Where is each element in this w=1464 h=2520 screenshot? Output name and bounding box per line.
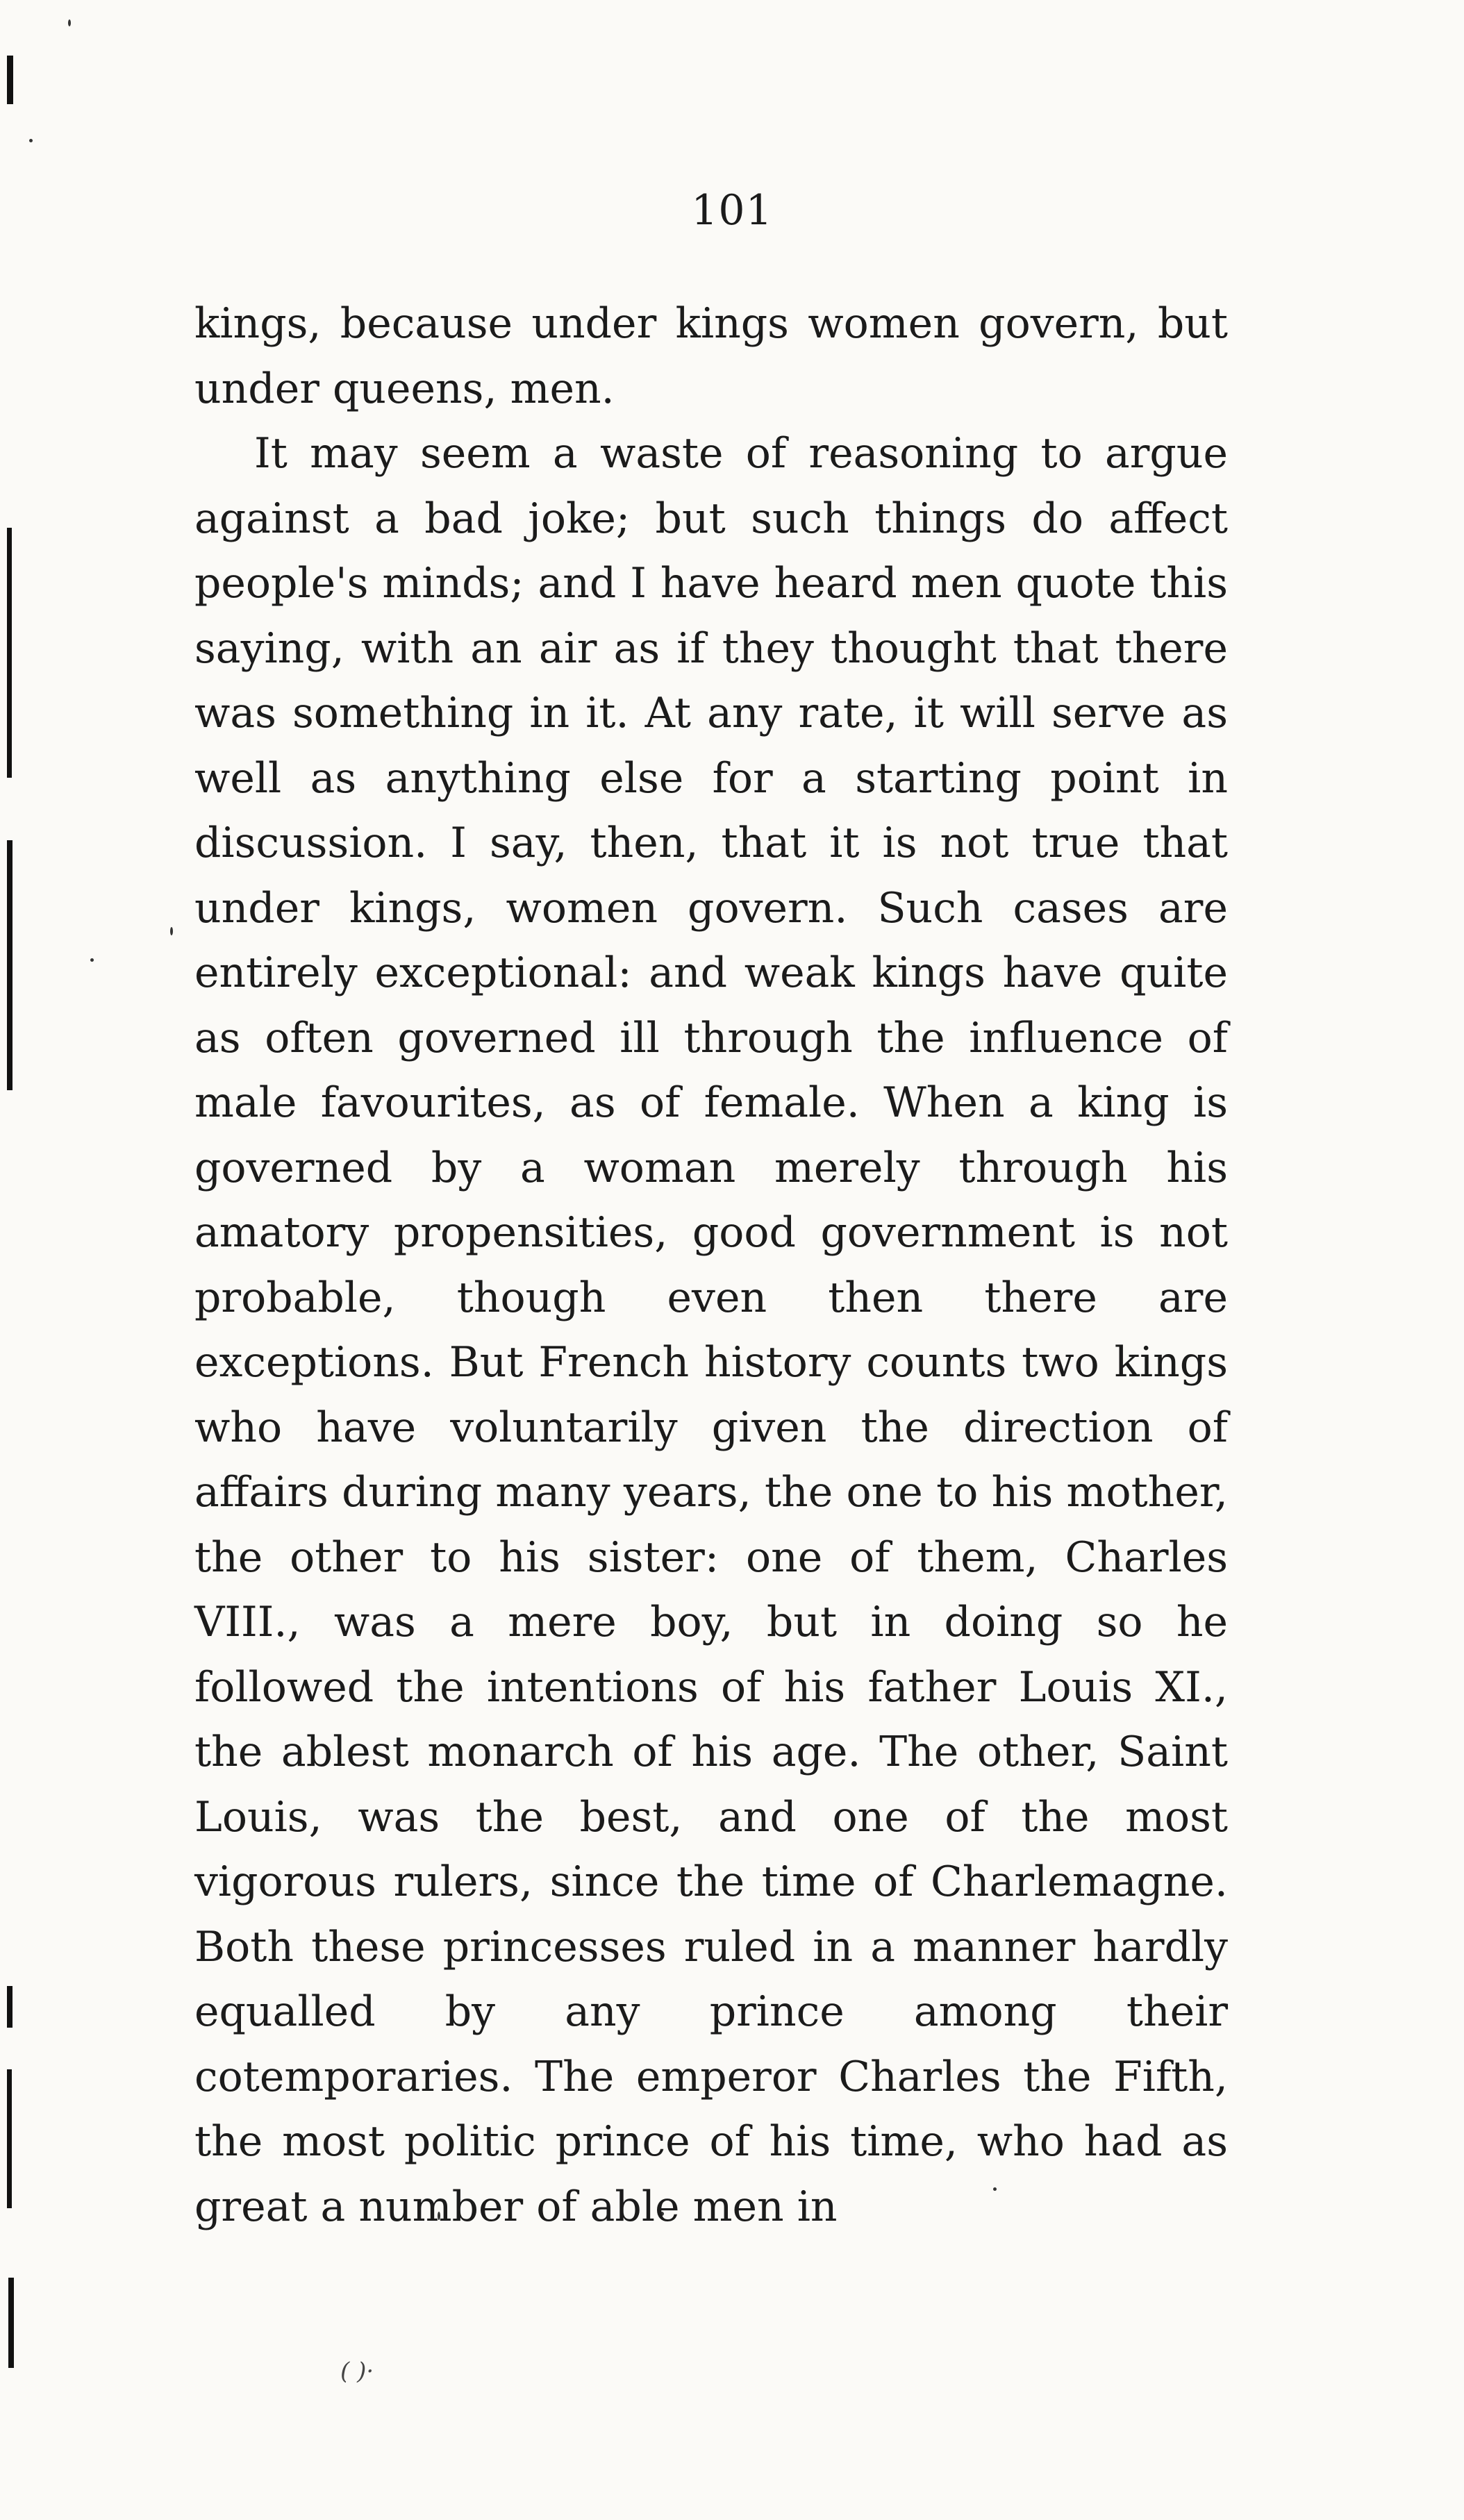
scan-speck	[170, 927, 173, 935]
margin-mark	[7, 56, 13, 104]
margin-mark	[7, 1986, 13, 2028]
paragraph: kings, because under kings women govern, but under queens, men.	[194, 299, 1228, 413]
margin-mark	[7, 2069, 12, 2208]
body-text	[194, 292, 1228, 2239]
margin-mark	[7, 840, 13, 1090]
scan-speck	[68, 19, 71, 26]
footer-handmark: ( )·	[340, 2358, 374, 2385]
page-number: 101	[691, 186, 773, 235]
margin-mark	[8, 2278, 14, 2368]
margin-mark	[7, 528, 12, 778]
scan-speck	[29, 139, 33, 142]
paragraph: It may seem a waste of reasoning to argue against a bad joke; but such things do affect people's minds; and I have heard men quote this saying, with an air as if they thought that there was something in it. At any rate, it will serve as well as anything else for a starting point in discussion. I say, then, that it is not true that under kings, women govern. Such cases are entirely exceptional: and weak kings have quite as often governed ill through the influence of male favourites, as of female. When a king is governed by a woman merely through his amatory propensities, good government is not probable, though even then there are exceptions. But French history counts two kings who have voluntarily given the direction of affairs during many years, the one to his mother, the other to his sister: one of them, Charles VIII., was a mere boy, but in doing so he followed the intentions of his father Louis XI., the ablest monarch of his age. The other, Saint Louis, was the best, and one of the most vigorous rulers, since the time of Charlemagne. Both these princesses ruled in a manner hardly equalled by any prince among their cotemporaries. The emperor Charles the Fifth, the most politic prince of his time, who had as great a number of able men in	[194, 429, 1228, 2231]
scan-speck	[90, 958, 94, 962]
